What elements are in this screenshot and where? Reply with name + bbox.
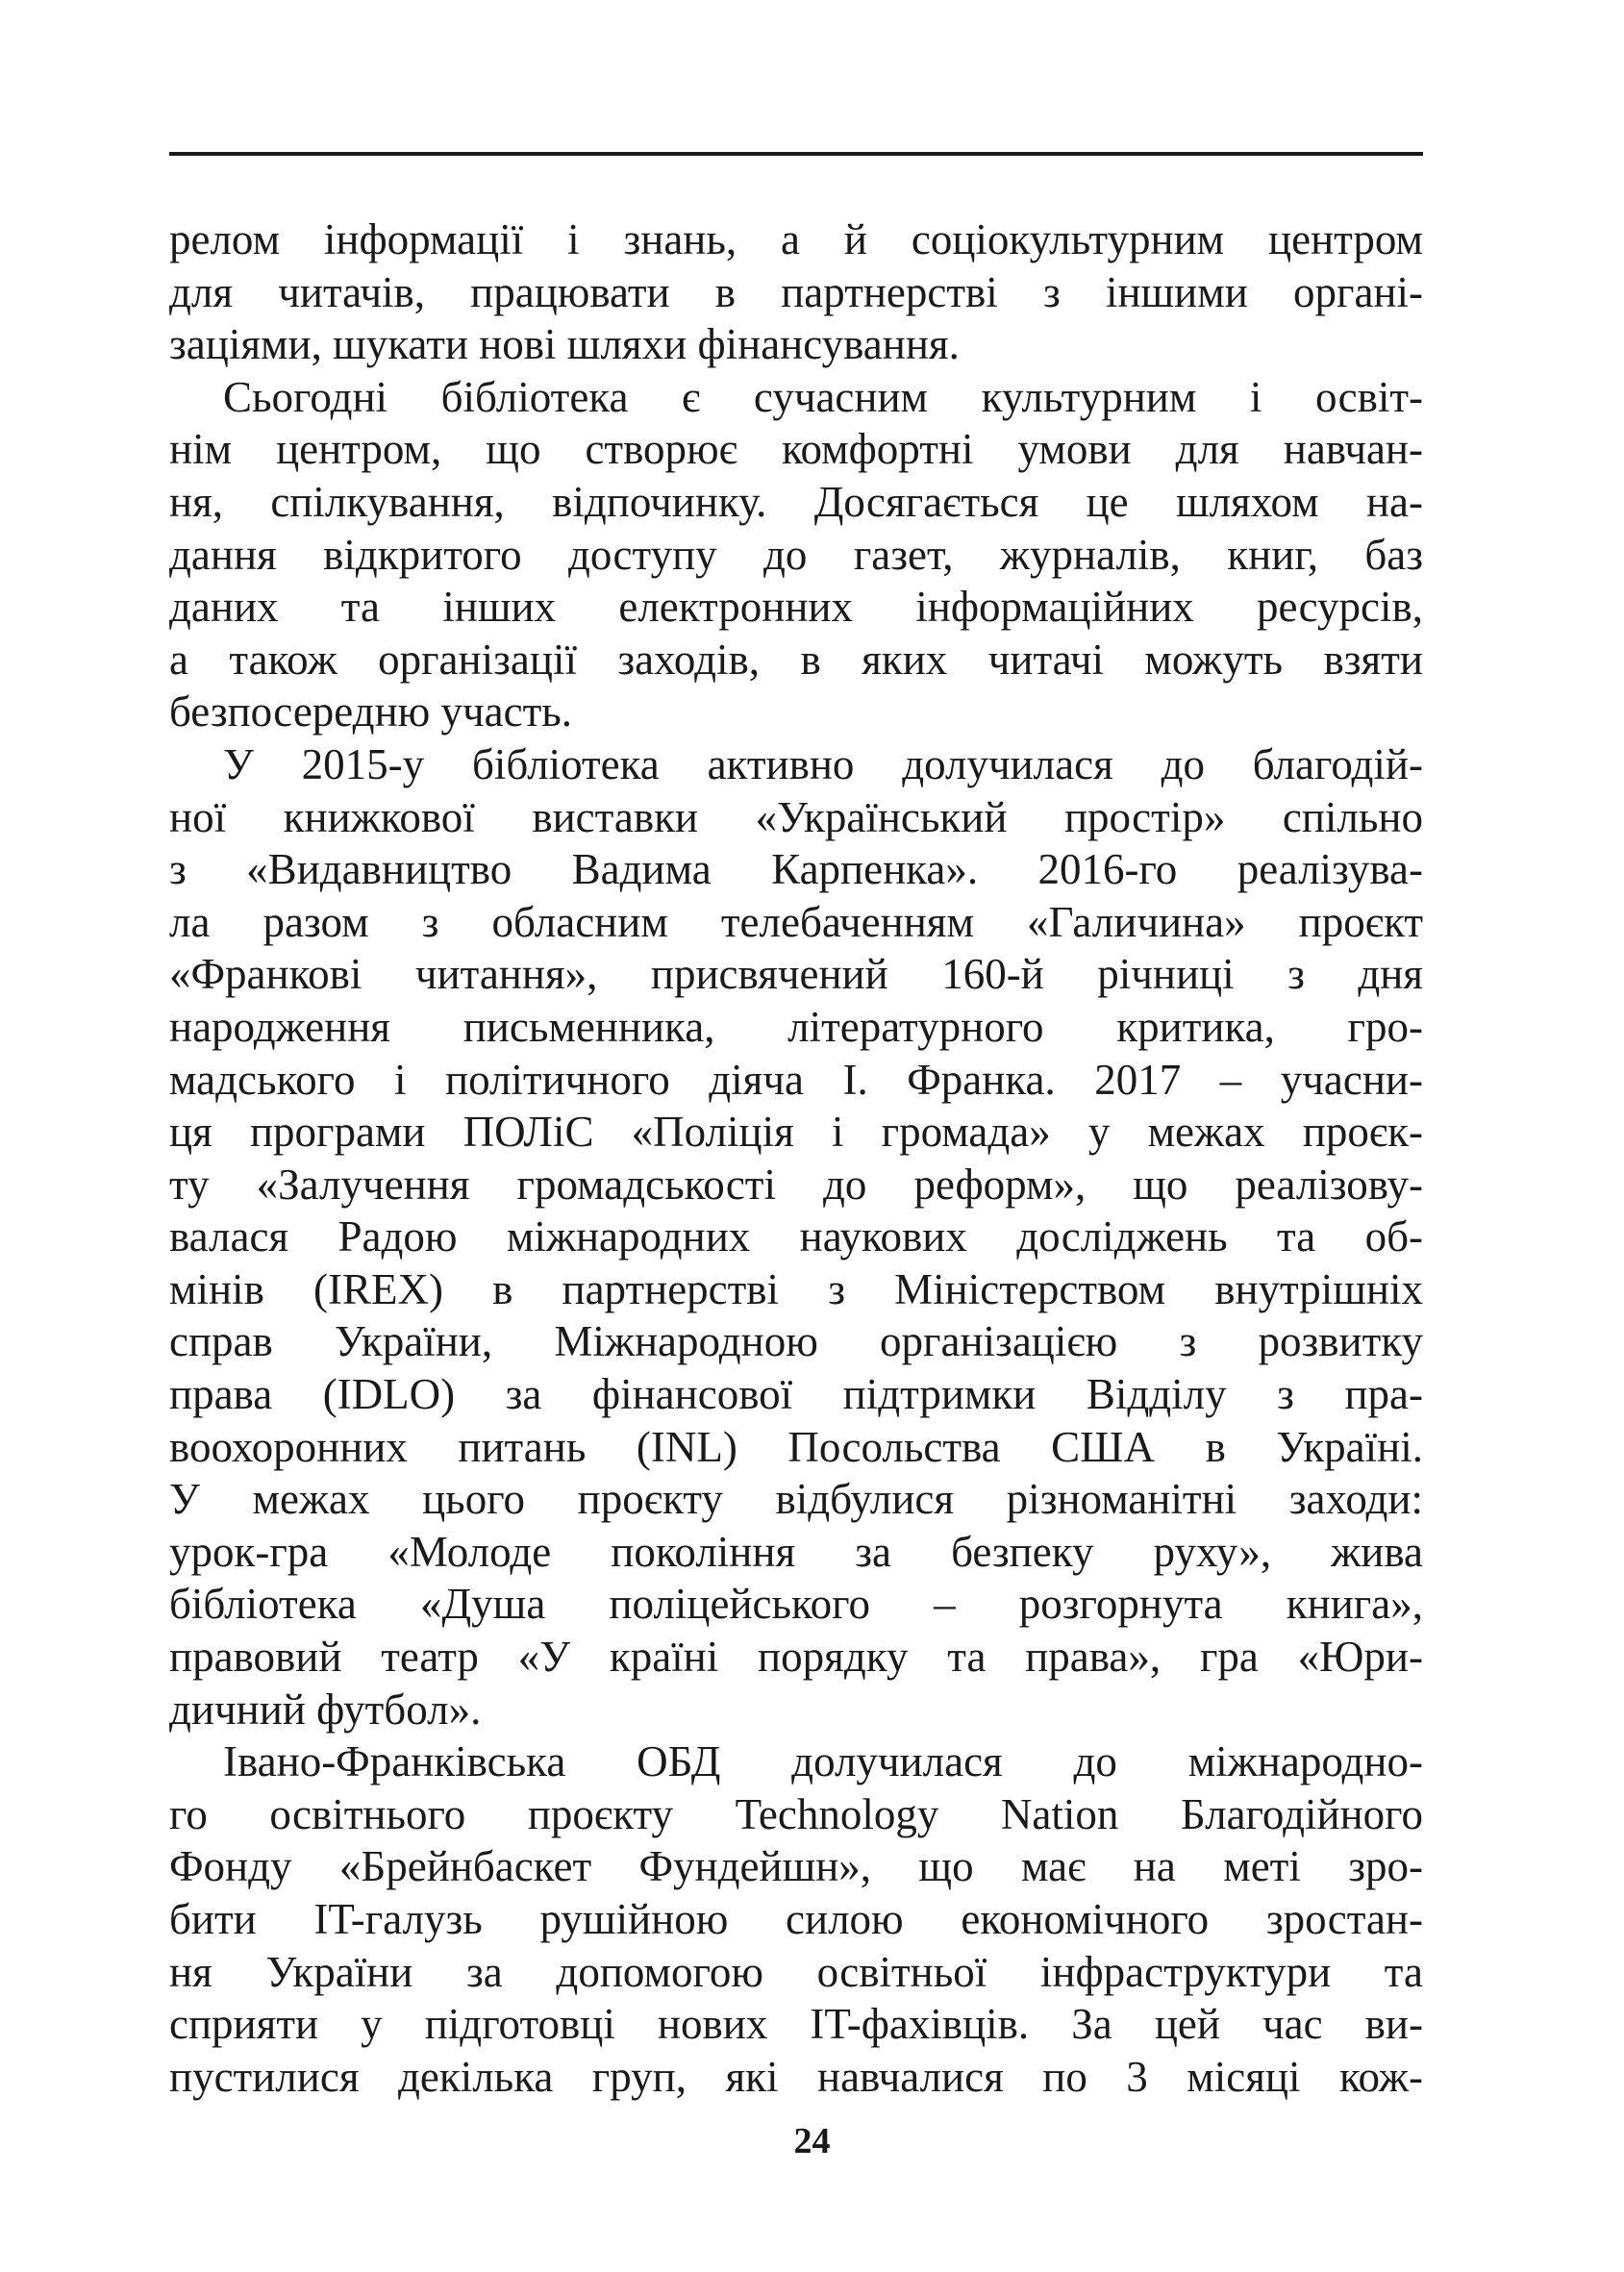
text-line: «Франкові читання», присвячений 160-й річниці з дня	[169, 950, 1423, 999]
text-line: дичний футбол».	[169, 1685, 482, 1734]
text-line: права (IDLO) за фінансової підтримки Відділу з пра-	[169, 1370, 1423, 1419]
text-line: Івано-Франківська ОБД долучилася до міжнародно-	[223, 1737, 1423, 1786]
page-number: 24	[793, 2121, 831, 2161]
text-line: даних та інших електронних інформаційних ресурсів,	[169, 583, 1423, 632]
text-line: Сьогодні бібліотека є сучасним культурним і освіт-	[223, 372, 1423, 421]
text-line: мінів (IREX) в партнерстві з Міністерством внутрішніх	[169, 1264, 1423, 1313]
text-line: а також організації заходів, в яких читачі можуть взяти	[169, 635, 1423, 684]
text-line: го освітнього проєкту Technology Nation Благодійного	[169, 1789, 1423, 1838]
text-line: Фонду «Брейнбаскет Фундейшн», що має на меті зро-	[169, 1842, 1423, 1891]
text-line: з «Видавництво Вадима Карпенка». 2016-го реалізува-	[169, 845, 1423, 894]
text-line: ня, спілкування, відпочинку. Досягається це шляхом на-	[169, 477, 1423, 526]
text-line: бібліотека «Душа поліцейського – розгорнута книга»,	[169, 1580, 1423, 1629]
text-line: релом інформації і знань, а й соціокультурним центром	[169, 215, 1423, 263]
text-line: нім центром, що створює комфортні умови для навчан-	[169, 425, 1423, 474]
text-line: безпосередню участь.	[169, 687, 573, 737]
paragraph	[169, 213, 1423, 371]
text-line: мадського і політичного діяча І. Франка. 2017 – учасни-	[169, 1055, 1423, 1104]
text-line: дання відкритого доступу до газет, журналів, книг, баз	[169, 530, 1423, 579]
text-line: ту «Залучення громадськості до реформ», що реалізову-	[169, 1160, 1423, 1209]
header-rule	[169, 152, 1423, 156]
text-line: ня України за допомогою освітньої інфраструктури та	[169, 1947, 1423, 1996]
text-line: воохоронних питань (INL) Посольства США в Україні.	[169, 1422, 1423, 1471]
paragraph	[169, 738, 1423, 1735]
text-line: У межах цього проєкту відбулися різноманітні заходи:	[169, 1475, 1423, 1524]
text-line: сприяти у підготовці нових IT-фахівців. За цей час ви-	[169, 2000, 1423, 2049]
text-line: У 2015-у бібліотека активно долучилася до благодій-	[223, 739, 1423, 788]
text-line: ної книжкової виставки «Український простір» спільно	[169, 792, 1423, 841]
text-line: правовий театр «У країні порядку та права», гра «Юри-	[169, 1633, 1423, 1682]
text-line: валася Радою міжнародних наукових досліджень та об-	[169, 1212, 1423, 1261]
text-line: заціями, шукати нові шляхи фінансування.	[169, 320, 960, 369]
text-line: для читачів, працювати в партнерстві з іншими органі-	[169, 267, 1423, 316]
text-line: народження письменника, літературного критика, гро-	[169, 1002, 1423, 1051]
paragraph	[169, 371, 1423, 738]
text-line: пустилися декілька груп, які навчалися по 3 місяці кож-	[169, 2052, 1423, 2101]
body-text	[169, 213, 1423, 2103]
text-line: ця програми ПОЛіС «Поліція і громада» у межах проєк-	[169, 1108, 1423, 1157]
text-line: бити IT-галузь рушійною силою економічного зростан-	[169, 1895, 1423, 1943]
text-line: ла разом з обласним телебаченням «Галичина» проєкт	[169, 897, 1423, 946]
text-line: урок-гра «Молоде покоління за безпеку руху», жива	[169, 1527, 1423, 1576]
paragraph	[169, 1735, 1423, 2103]
text-line: справ України, Міжнародною організацією з розвитку	[169, 1317, 1423, 1366]
